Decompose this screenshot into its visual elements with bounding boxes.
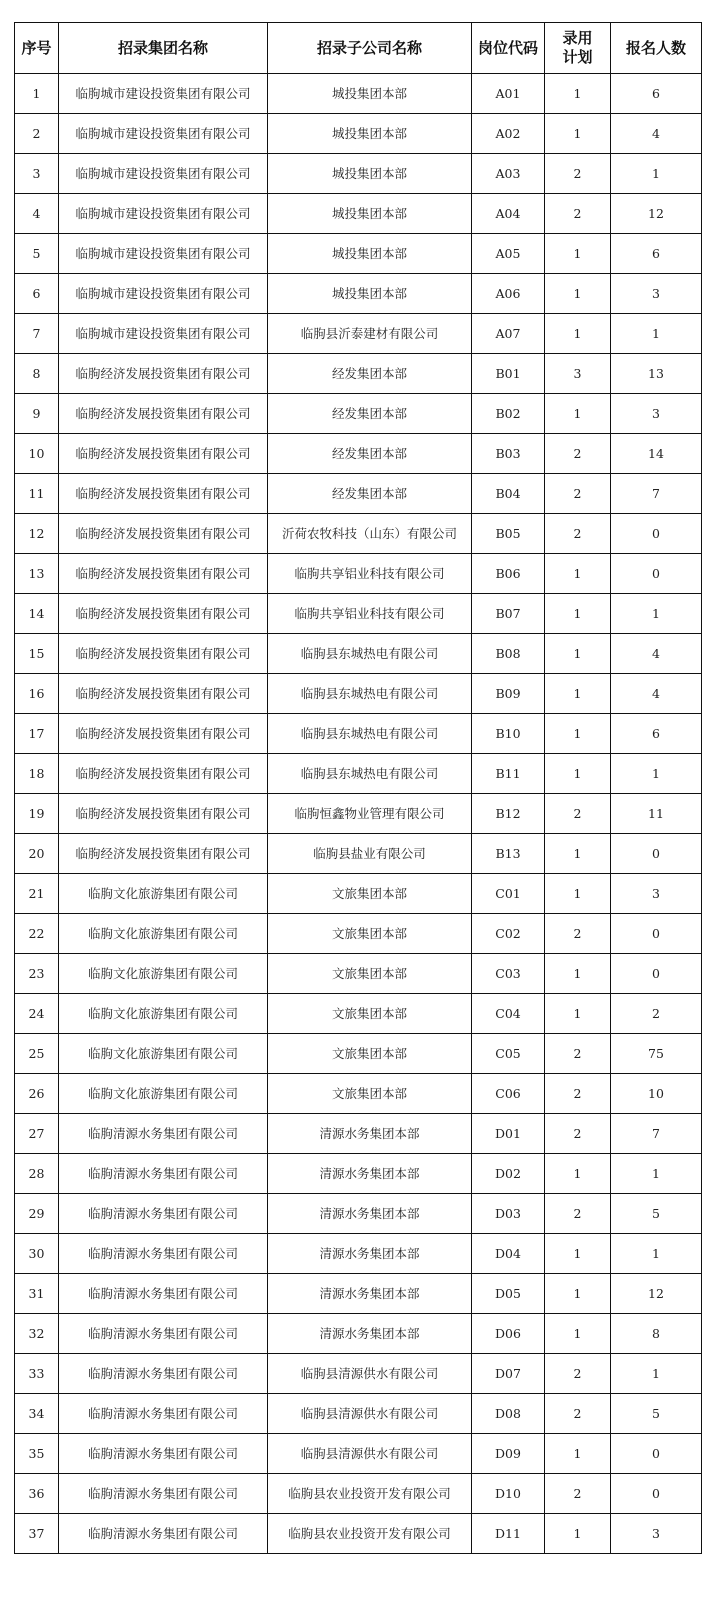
cell-subsidiary: 临朐县东城热电有限公司 <box>268 634 472 674</box>
cell-subsidiary: 文旅集团本部 <box>268 914 472 954</box>
table-row <box>15 1474 702 1514</box>
cell-seq: 20 <box>15 834 59 874</box>
cell-applicants: 7 <box>611 474 702 514</box>
cell-group: 临朐城市建设投资集团有限公司 <box>59 154 268 194</box>
cell-applicants: 0 <box>611 914 702 954</box>
cell-applicants: 6 <box>611 234 702 274</box>
cell-group: 临朐文化旅游集团有限公司 <box>59 914 268 954</box>
cell-group: 临朐清源水务集团有限公司 <box>59 1114 268 1154</box>
cell-applicants: 6 <box>611 714 702 754</box>
table-row <box>15 1154 702 1194</box>
cell-seq: 9 <box>15 394 59 434</box>
table-row <box>15 954 702 994</box>
cell-subsidiary: 城投集团本部 <box>268 114 472 154</box>
cell-subsidiary: 文旅集团本部 <box>268 1034 472 1074</box>
cell-plan: 1 <box>545 834 611 874</box>
cell-position-code: B04 <box>472 474 545 514</box>
header-plan <box>545 23 611 74</box>
cell-plan: 2 <box>545 1474 611 1514</box>
cell-applicants: 0 <box>611 834 702 874</box>
cell-seq: 34 <box>15 1394 59 1434</box>
cell-group: 临朐经济发展投资集团有限公司 <box>59 754 268 794</box>
table-row <box>15 874 702 914</box>
cell-position-code: B05 <box>472 514 545 554</box>
cell-plan: 1 <box>545 954 611 994</box>
cell-position-code: B03 <box>472 434 545 474</box>
cell-seq: 27 <box>15 1114 59 1154</box>
cell-subsidiary: 文旅集团本部 <box>268 954 472 994</box>
table-row <box>15 314 702 354</box>
cell-plan: 1 <box>545 874 611 914</box>
cell-seq: 25 <box>15 1034 59 1074</box>
cell-applicants: 3 <box>611 274 702 314</box>
cell-group: 临朐清源水务集团有限公司 <box>59 1314 268 1354</box>
table-row <box>15 274 702 314</box>
cell-position-code: A07 <box>472 314 545 354</box>
cell-position-code: D02 <box>472 1154 545 1194</box>
cell-applicants: 2 <box>611 994 702 1034</box>
cell-applicants: 4 <box>611 634 702 674</box>
cell-subsidiary: 文旅集团本部 <box>268 874 472 914</box>
cell-position-code: D11 <box>472 1514 545 1554</box>
cell-position-code: D04 <box>472 1234 545 1274</box>
cell-applicants: 0 <box>611 954 702 994</box>
cell-seq: 10 <box>15 434 59 474</box>
table-row <box>15 1434 702 1474</box>
cell-subsidiary: 城投集团本部 <box>268 154 472 194</box>
cell-group: 临朐经济发展投资集团有限公司 <box>59 514 268 554</box>
cell-plan: 1 <box>545 1274 611 1314</box>
cell-plan: 1 <box>545 674 611 714</box>
cell-position-code: D09 <box>472 1434 545 1474</box>
table-row <box>15 1034 702 1074</box>
cell-group: 临朐清源水务集团有限公司 <box>59 1434 268 1474</box>
cell-applicants: 1 <box>611 1154 702 1194</box>
cell-subsidiary: 清源水务集团本部 <box>268 1194 472 1234</box>
cell-group: 临朐经济发展投资集团有限公司 <box>59 674 268 714</box>
cell-applicants: 1 <box>611 1234 702 1274</box>
cell-plan: 1 <box>545 754 611 794</box>
cell-plan: 1 <box>545 394 611 434</box>
cell-subsidiary: 临朐县清源供水有限公司 <box>268 1434 472 1474</box>
cell-plan: 1 <box>545 234 611 274</box>
cell-plan: 1 <box>545 634 611 674</box>
cell-seq: 3 <box>15 154 59 194</box>
cell-applicants: 0 <box>611 1434 702 1474</box>
cell-plan: 2 <box>545 794 611 834</box>
table-row <box>15 74 702 114</box>
cell-applicants: 4 <box>611 114 702 154</box>
cell-position-code: D03 <box>472 1194 545 1234</box>
cell-seq: 29 <box>15 1194 59 1234</box>
cell-subsidiary: 临朐县清源供水有限公司 <box>268 1394 472 1434</box>
cell-plan: 1 <box>545 1434 611 1474</box>
table-row <box>15 1074 702 1114</box>
cell-applicants: 3 <box>611 874 702 914</box>
cell-plan: 1 <box>545 714 611 754</box>
cell-seq: 28 <box>15 1154 59 1194</box>
cell-seq: 16 <box>15 674 59 714</box>
cell-position-code: B02 <box>472 394 545 434</box>
cell-subsidiary: 城投集团本部 <box>268 234 472 274</box>
header-applicants: 报名人数 <box>611 23 702 74</box>
cell-seq: 23 <box>15 954 59 994</box>
cell-position-code: B13 <box>472 834 545 874</box>
cell-plan: 2 <box>545 1194 611 1234</box>
table-row <box>15 594 702 634</box>
cell-position-code: B12 <box>472 794 545 834</box>
cell-plan: 2 <box>545 434 611 474</box>
cell-position-code: C03 <box>472 954 545 994</box>
cell-group: 临朐经济发展投资集团有限公司 <box>59 554 268 594</box>
cell-position-code: D05 <box>472 1274 545 1314</box>
cell-seq: 36 <box>15 1474 59 1514</box>
cell-group: 临朐经济发展投资集团有限公司 <box>59 434 268 474</box>
cell-group: 临朐经济发展投资集团有限公司 <box>59 794 268 834</box>
cell-group: 临朐经济发展投资集团有限公司 <box>59 594 268 634</box>
cell-position-code: B11 <box>472 754 545 794</box>
cell-subsidiary: 城投集团本部 <box>268 194 472 234</box>
cell-seq: 14 <box>15 594 59 634</box>
cell-applicants: 5 <box>611 1194 702 1234</box>
table-row <box>15 434 702 474</box>
header-subsidiary: 招录子公司名称 <box>268 23 472 74</box>
cell-seq: 17 <box>15 714 59 754</box>
cell-plan: 1 <box>545 1154 611 1194</box>
cell-seq: 7 <box>15 314 59 354</box>
cell-plan: 1 <box>545 114 611 154</box>
cell-applicants: 12 <box>611 1274 702 1314</box>
table-row <box>15 994 702 1034</box>
cell-applicants: 11 <box>611 794 702 834</box>
cell-group: 临朐经济发展投资集团有限公司 <box>59 634 268 674</box>
recruitment-table <box>14 22 702 1554</box>
cell-plan: 2 <box>545 1354 611 1394</box>
cell-group: 临朐经济发展投资集团有限公司 <box>59 394 268 434</box>
cell-plan: 1 <box>545 554 611 594</box>
cell-seq: 5 <box>15 234 59 274</box>
cell-plan: 2 <box>545 194 611 234</box>
cell-subsidiary: 清源水务集团本部 <box>268 1274 472 1314</box>
header-group: 招录集团名称 <box>59 23 268 74</box>
table-row <box>15 1234 702 1274</box>
cell-subsidiary: 临朐县沂泰建材有限公司 <box>268 314 472 354</box>
cell-plan: 1 <box>545 314 611 354</box>
cell-subsidiary: 清源水务集团本部 <box>268 1234 472 1274</box>
cell-group: 临朐文化旅游集团有限公司 <box>59 874 268 914</box>
cell-plan: 2 <box>545 1114 611 1154</box>
cell-seq: 11 <box>15 474 59 514</box>
header-row <box>15 23 702 74</box>
cell-subsidiary: 沂荷农牧科技（山东）有限公司 <box>268 514 472 554</box>
cell-subsidiary: 临朐县农业投资开发有限公司 <box>268 1514 472 1554</box>
cell-group: 临朐城市建设投资集团有限公司 <box>59 194 268 234</box>
cell-applicants: 3 <box>611 394 702 434</box>
cell-position-code: B06 <box>472 554 545 594</box>
cell-subsidiary: 文旅集团本部 <box>268 1074 472 1114</box>
cell-position-code: B01 <box>472 354 545 394</box>
cell-position-code: B08 <box>472 634 545 674</box>
cell-group: 临朐城市建设投资集团有限公司 <box>59 74 268 114</box>
cell-group: 临朐文化旅游集团有限公司 <box>59 1074 268 1114</box>
cell-subsidiary: 文旅集团本部 <box>268 994 472 1034</box>
cell-group: 临朐清源水务集团有限公司 <box>59 1274 268 1314</box>
cell-position-code: A03 <box>472 154 545 194</box>
table-row <box>15 1394 702 1434</box>
cell-plan: 2 <box>545 154 611 194</box>
table-row <box>15 394 702 434</box>
cell-plan: 3 <box>545 354 611 394</box>
table-row <box>15 1514 702 1554</box>
cell-group: 临朐清源水务集团有限公司 <box>59 1514 268 1554</box>
cell-subsidiary: 临朐县东城热电有限公司 <box>268 754 472 794</box>
cell-group: 临朐清源水务集团有限公司 <box>59 1474 268 1514</box>
cell-position-code: D08 <box>472 1394 545 1434</box>
cell-seq: 35 <box>15 1434 59 1474</box>
cell-position-code: A04 <box>472 194 545 234</box>
cell-group: 临朐文化旅游集团有限公司 <box>59 954 268 994</box>
cell-seq: 18 <box>15 754 59 794</box>
cell-applicants: 6 <box>611 74 702 114</box>
table-row <box>15 794 702 834</box>
table-row <box>15 194 702 234</box>
table-row <box>15 834 702 874</box>
table-row <box>15 114 702 154</box>
table-row <box>15 1194 702 1234</box>
cell-position-code: C01 <box>472 874 545 914</box>
cell-subsidiary: 经发集团本部 <box>268 394 472 434</box>
cell-applicants: 4 <box>611 674 702 714</box>
cell-position-code: D06 <box>472 1314 545 1354</box>
cell-position-code: A05 <box>472 234 545 274</box>
cell-subsidiary: 经发集团本部 <box>268 474 472 514</box>
table-row <box>15 354 702 394</box>
cell-group: 临朐经济发展投资集团有限公司 <box>59 354 268 394</box>
table-row <box>15 1274 702 1314</box>
cell-group: 临朐经济发展投资集团有限公司 <box>59 474 268 514</box>
cell-applicants: 10 <box>611 1074 702 1114</box>
cell-applicants: 1 <box>611 1354 702 1394</box>
cell-seq: 2 <box>15 114 59 154</box>
cell-plan: 2 <box>545 1394 611 1434</box>
cell-position-code: D10 <box>472 1474 545 1514</box>
cell-seq: 1 <box>15 74 59 114</box>
cell-group: 临朐城市建设投资集团有限公司 <box>59 314 268 354</box>
cell-group: 临朐文化旅游集团有限公司 <box>59 994 268 1034</box>
cell-group: 临朐经济发展投资集团有限公司 <box>59 714 268 754</box>
cell-position-code: A01 <box>472 74 545 114</box>
cell-group: 临朐城市建设投资集团有限公司 <box>59 274 268 314</box>
table-row <box>15 1114 702 1154</box>
cell-subsidiary: 临朐县东城热电有限公司 <box>268 674 472 714</box>
cell-seq: 26 <box>15 1074 59 1114</box>
table-row <box>15 474 702 514</box>
cell-subsidiary: 临朐县东城热电有限公司 <box>268 714 472 754</box>
table-row <box>15 714 702 754</box>
cell-subsidiary: 城投集团本部 <box>268 274 472 314</box>
cell-subsidiary: 经发集团本部 <box>268 354 472 394</box>
cell-applicants: 8 <box>611 1314 702 1354</box>
cell-position-code: B10 <box>472 714 545 754</box>
cell-position-code: A02 <box>472 114 545 154</box>
header-seq: 序号 <box>15 23 59 74</box>
cell-plan: 2 <box>545 1034 611 1074</box>
cell-plan: 2 <box>545 1074 611 1114</box>
cell-applicants: 5 <box>611 1394 702 1434</box>
cell-plan: 2 <box>545 474 611 514</box>
cell-plan: 1 <box>545 994 611 1034</box>
table-row <box>15 554 702 594</box>
cell-group: 临朐文化旅游集团有限公司 <box>59 1034 268 1074</box>
cell-applicants: 0 <box>611 554 702 594</box>
cell-seq: 4 <box>15 194 59 234</box>
cell-seq: 13 <box>15 554 59 594</box>
cell-seq: 32 <box>15 1314 59 1354</box>
cell-subsidiary: 清源水务集团本部 <box>268 1114 472 1154</box>
cell-plan: 1 <box>545 1514 611 1554</box>
cell-group: 临朐城市建设投资集团有限公司 <box>59 234 268 274</box>
cell-applicants: 75 <box>611 1034 702 1074</box>
table-body <box>15 74 702 1554</box>
cell-subsidiary: 经发集团本部 <box>268 434 472 474</box>
cell-subsidiary: 临朐县清源供水有限公司 <box>268 1354 472 1394</box>
cell-seq: 31 <box>15 1274 59 1314</box>
cell-applicants: 0 <box>611 1474 702 1514</box>
cell-position-code: A06 <box>472 274 545 314</box>
cell-position-code: D07 <box>472 1354 545 1394</box>
cell-group: 临朐清源水务集团有限公司 <box>59 1354 268 1394</box>
table-row <box>15 1314 702 1354</box>
cell-subsidiary: 临朐恒鑫物业管理有限公司 <box>268 794 472 834</box>
cell-seq: 24 <box>15 994 59 1034</box>
cell-position-code: C06 <box>472 1074 545 1114</box>
table-row <box>15 1354 702 1394</box>
cell-applicants: 14 <box>611 434 702 474</box>
cell-subsidiary: 清源水务集团本部 <box>268 1314 472 1354</box>
cell-plan: 1 <box>545 1234 611 1274</box>
cell-position-code: B07 <box>472 594 545 634</box>
table-row <box>15 754 702 794</box>
cell-group: 临朐经济发展投资集团有限公司 <box>59 834 268 874</box>
cell-position-code: C02 <box>472 914 545 954</box>
cell-subsidiary: 临朐县农业投资开发有限公司 <box>268 1474 472 1514</box>
table-row <box>15 154 702 194</box>
cell-plan: 2 <box>545 514 611 554</box>
cell-subsidiary: 临朐共享铝业科技有限公司 <box>268 554 472 594</box>
cell-plan: 1 <box>545 74 611 114</box>
cell-subsidiary: 临朐县盐业有限公司 <box>268 834 472 874</box>
header-position-code: 岗位代码 <box>472 23 545 74</box>
cell-applicants: 1 <box>611 314 702 354</box>
cell-seq: 6 <box>15 274 59 314</box>
cell-seq: 8 <box>15 354 59 394</box>
cell-applicants: 7 <box>611 1114 702 1154</box>
table-row <box>15 634 702 674</box>
table-row <box>15 914 702 954</box>
cell-subsidiary: 临朐共享铝业科技有限公司 <box>268 594 472 634</box>
cell-subsidiary: 城投集团本部 <box>268 74 472 114</box>
cell-seq: 30 <box>15 1234 59 1274</box>
cell-applicants: 1 <box>611 154 702 194</box>
cell-seq: 19 <box>15 794 59 834</box>
header-plan-label: 录用计划 <box>562 29 593 66</box>
cell-applicants: 13 <box>611 354 702 394</box>
table-row <box>15 674 702 714</box>
cell-group: 临朐城市建设投资集团有限公司 <box>59 114 268 154</box>
cell-position-code: C04 <box>472 994 545 1034</box>
cell-seq: 37 <box>15 1514 59 1554</box>
cell-seq: 12 <box>15 514 59 554</box>
cell-seq: 33 <box>15 1354 59 1394</box>
cell-position-code: B09 <box>472 674 545 714</box>
cell-group: 临朐清源水务集团有限公司 <box>59 1154 268 1194</box>
cell-seq: 21 <box>15 874 59 914</box>
cell-seq: 15 <box>15 634 59 674</box>
table-row <box>15 234 702 274</box>
cell-plan: 1 <box>545 274 611 314</box>
cell-seq: 22 <box>15 914 59 954</box>
cell-applicants: 1 <box>611 594 702 634</box>
cell-group: 临朐清源水务集团有限公司 <box>59 1234 268 1274</box>
cell-group: 临朐清源水务集团有限公司 <box>59 1194 268 1234</box>
cell-plan: 1 <box>545 1314 611 1354</box>
cell-position-code: C05 <box>472 1034 545 1074</box>
table-row <box>15 514 702 554</box>
cell-applicants: 12 <box>611 194 702 234</box>
cell-applicants: 1 <box>611 754 702 794</box>
cell-subsidiary: 清源水务集团本部 <box>268 1154 472 1194</box>
cell-applicants: 0 <box>611 514 702 554</box>
cell-applicants: 3 <box>611 1514 702 1554</box>
cell-position-code: D01 <box>472 1114 545 1154</box>
cell-plan: 1 <box>545 594 611 634</box>
cell-plan: 2 <box>545 914 611 954</box>
cell-group: 临朐清源水务集团有限公司 <box>59 1394 268 1434</box>
